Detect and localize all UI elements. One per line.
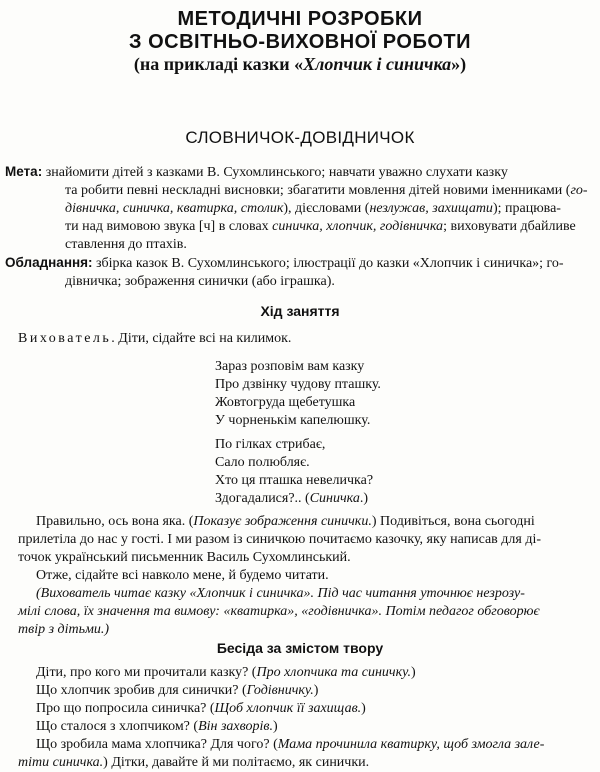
question: Що сталося з хлопчиком? ( [36, 719, 199, 734]
equipment-paragraph [5, 254, 590, 291]
poem-line: У чорненькім капелюшку. [215, 413, 371, 428]
equipment-line1: збірка казок В. Сухомлинського; ілюстрації до казки «Хлопчик і синичка»; го- [92, 256, 564, 271]
educator-intro-text: . Діти, сідайте всі на килимок. [111, 331, 292, 346]
answer: Він захворів. [198, 719, 273, 734]
goal-paragraph [5, 163, 590, 254]
conversation-heading: Бесіда за змістом твору [216, 640, 384, 656]
educator-speaker: Вихователь [18, 331, 112, 346]
qa-item [18, 664, 590, 682]
answer: Про хлопчика та синичку. [256, 665, 411, 680]
closing-remark: ) Дітки, давайте й ми політаємо, як синички. [103, 755, 370, 770]
answer: Щоб хлопчик її захищав. [214, 701, 362, 716]
text1-line3: точок український письменник Василь Сухомлинський. [18, 550, 351, 565]
educator-intro [18, 330, 291, 348]
goal-line3-end: ); працюва- [492, 201, 561, 216]
qa-item-last [18, 736, 590, 754]
page-title: МЕТОДИЧНІ РОЗРОБКИ [177, 8, 423, 30]
goal-line4-end: ; виховувати дбайливе [443, 219, 576, 234]
text1-line5: (Вихователь читає казку «Хлопчик і синичка». Під час читання уточнює незрозу- [36, 586, 525, 601]
text1-line1-end: ) Подивіться, вона сьогодні [371, 514, 535, 529]
qa-end: ) [313, 683, 319, 698]
subtitle-prefix: (на прикладі казки « [133, 54, 304, 74]
goal-line3: ), дієсловами ( [283, 201, 370, 216]
poem-line: По гілках стрибає, [215, 437, 326, 452]
page-title-line2: З ОСВІТНЬО-ВИХОВНОЇ РОБОТИ [129, 31, 471, 53]
lesson-heading: Хід заняття [260, 303, 340, 319]
equipment-line2: дівничка; зображення синички (або іграшка). [65, 274, 335, 289]
text1-line1: Правильно, ось вона яка. ( [36, 514, 194, 529]
poem-stanza-2 [215, 436, 373, 508]
text1-line2: прилетіла до нас у гості. І ми разом із синичкою почитаємо казочку, яку написав для ді- [18, 532, 542, 547]
qa-item [18, 682, 590, 700]
page-subtitle [0, 53, 600, 75]
qa-item [18, 700, 590, 718]
qa-item-last-cont [18, 754, 590, 772]
subtitle-suffix: ») [451, 54, 467, 74]
qa-list [18, 664, 590, 772]
poem-line: Хто ця пташка невеличка? [215, 473, 374, 488]
qa-item [18, 718, 590, 736]
poem-line-answer [215, 490, 373, 508]
goal-words: синичка, хлопчик, годівничка [272, 219, 444, 234]
question: Діти, про кого ми прочитали казку? ( [36, 665, 257, 680]
answer: Мама прочинила кватирку, щоб змогла зале- [277, 737, 545, 752]
reading-paragraph [18, 513, 590, 639]
qa-end: ) [410, 665, 416, 680]
question: Що хлопчик зробив для синички? ( [36, 683, 247, 698]
question: Що зробила мама хлопчика? Для чого? ( [36, 737, 278, 752]
poem-stanza-1 [215, 358, 381, 430]
equipment-label: Обладнання: [5, 255, 93, 270]
goal-line5: ставлення до птахів. [65, 237, 187, 252]
goal-line2: та робити певні нескладні висновки; збагатити мовлення дітей новими іменниками ( [65, 183, 571, 198]
text1-stage-direction: Показує зображення синички. [193, 514, 372, 529]
poem-answer: Синичка [309, 491, 360, 506]
subtitle-italic: Хлопчик і синичка [303, 54, 452, 74]
text1-line4: Отже, сідайте всі навколо мене, й будемо читати. [36, 568, 329, 583]
poem-last-suffix: .) [359, 491, 369, 506]
section-title: СЛОВНИЧОК-ДОВІДНИЧОК [185, 128, 415, 147]
goal-line4: ти над вимовою звука [ч] в словах [65, 219, 273, 234]
poem-line: Жовтогруда щебетушка [215, 395, 356, 410]
answer-cont: тіти синичка. [18, 755, 104, 770]
question: Про що попросила синичка? ( [36, 701, 215, 716]
poem-line: Зараз розповім вам казку [215, 359, 365, 374]
answer: Годівничку. [246, 683, 314, 698]
poem-line: Про дзвінку чудову пташку. [215, 377, 381, 392]
qa-end: ) [361, 701, 366, 716]
goal-label: Мета: [5, 164, 43, 179]
text1-line7: твір з дітьми.) [18, 622, 110, 637]
qa-end: ) [272, 719, 278, 734]
text1-line6: мілі слова, їх значення та вимову: «кватирка», «годівничка». Потім педагог обговорює [18, 604, 540, 619]
poem-line: Сало полюбляє. [215, 455, 310, 470]
goal-nouns: дівничка, синичка, кватирка, столик [65, 201, 284, 216]
goal-verbs: незлужав, захищати [369, 201, 493, 216]
poem-last-prefix: Здогадалися?.. ( [215, 491, 310, 506]
goal-line1: знайомити дітей з казками В. Сухомлинського; навчати уважно слухати казку [42, 165, 508, 180]
goal-line2-italic: го- [570, 183, 588, 198]
